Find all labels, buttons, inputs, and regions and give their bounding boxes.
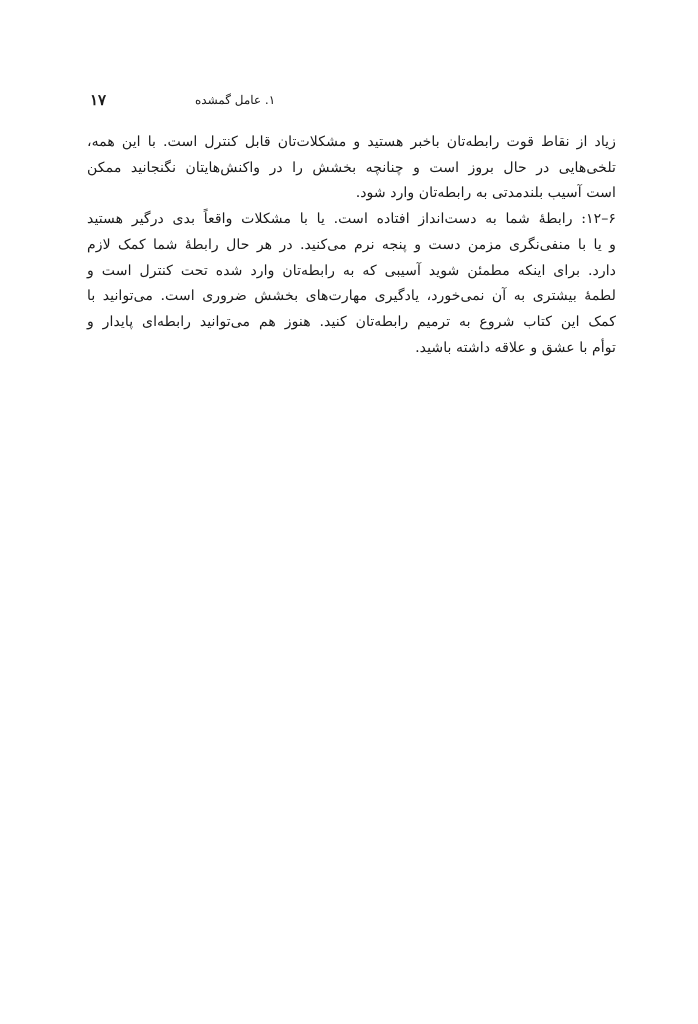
text-line: لطمهٔ بیشتری به آن نمی‌خورد، یادگیری مهارت‌های بخشش ضروری است. می‌توانید با: [87, 288, 616, 305]
paragraph-1: [87, 130, 616, 207]
text-line: کمک این کتاب شروع به ترمیم رابطه‌تان کنید. هنوز هم می‌توانید رابطه‌ای پایدار و: [87, 313, 616, 330]
running-header: [90, 88, 620, 112]
text-line: توأم با عشق و علاقه داشته باشید.: [415, 339, 616, 356]
text-line: دارد. برای اینکه مطمئن شوید آسیبی که به رابطه‌تان وارد شده تحت کنترل است و: [87, 262, 616, 279]
page-number: ۱۷: [90, 91, 107, 109]
text-line: تلخی‌هایی در حال بروز است و چنانچه بخشش را در واکنش‌هایتان نگنجانید ممکن: [87, 159, 616, 176]
text-line: زیاد از نقاط قوت رابطه‌تان باخبر هستید و مشکلات‌تان قابل کنترل است. با این همه،: [87, 134, 616, 150]
text-line: ۶–۱۲: رابطهٔ شما به دست‌انداز افتاده است. یا با مشکلات واقعاً بدی درگیر هستید: [87, 211, 616, 228]
text-line: و یا با منفی‌نگری مزمن دست و پنجه نرم می‌کنید. در هر حال رابطهٔ شما کمک لازم: [87, 236, 616, 253]
paragraph-2: [87, 207, 616, 361]
body-text: [87, 130, 616, 361]
text-line: است آسیب بلندمدتی به رابطه‌تان وارد شود.: [355, 185, 616, 202]
chapter-title: ۱. عامل گمشده: [195, 93, 276, 107]
